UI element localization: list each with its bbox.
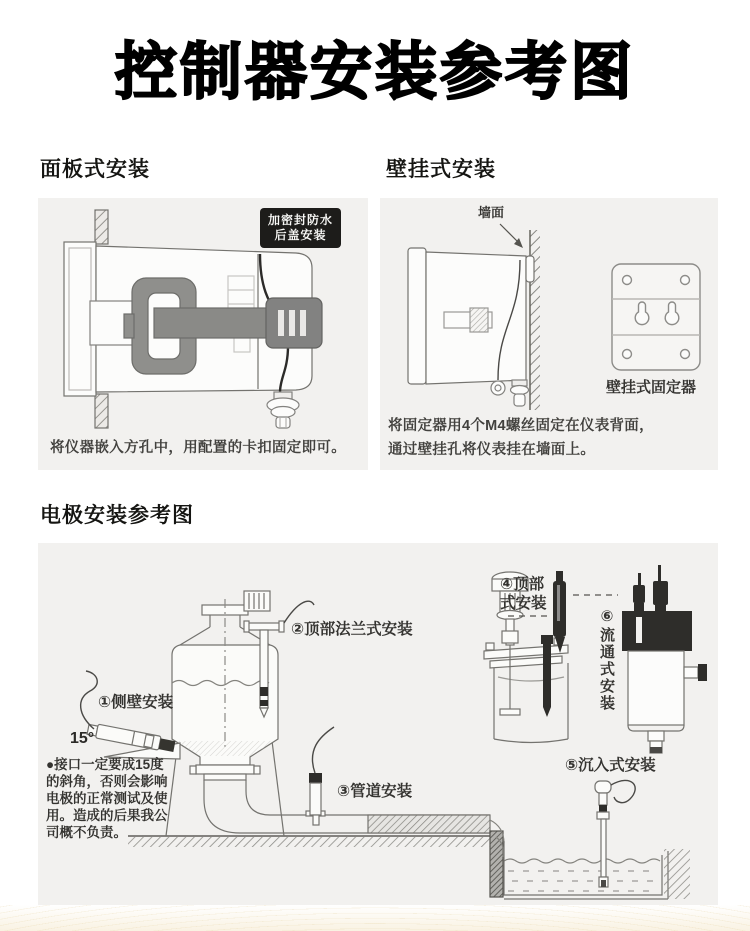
electrode-heading: 电极安装参考图: [40, 504, 194, 527]
label-side-wall: ①侧壁安装: [98, 694, 174, 711]
note-line-5: 司概不负责。: [46, 825, 127, 840]
label-submerged: ⑤沉入式安装: [565, 757, 656, 774]
panel-mount-figure: [38, 198, 368, 470]
note-line-1: ●接口一定要成15度: [46, 757, 164, 772]
label-flow-through: ⑥流通式安装: [598, 607, 615, 712]
label-top-mount-line2: 式安装: [500, 595, 547, 612]
controller-side-view: [408, 248, 534, 406]
sealed-cover-callout: [260, 208, 341, 248]
wall-mount-caption-1: 将固定器用4个M4螺丝固定在仪表背面，: [388, 418, 654, 434]
panel-mount-heading: 面板式安装: [40, 158, 150, 181]
note-line-2: 的斜角，否则会影响: [46, 774, 168, 789]
label-top-mount: [500, 575, 547, 613]
label-pipe: ③管道安装: [337, 783, 413, 800]
label-top-mount-line1: ④顶部: [500, 576, 545, 593]
install-note: [46, 756, 168, 841]
wall-surface-label: 墙面: [478, 205, 505, 220]
note-line-4: 用。造成的后果我公: [46, 808, 168, 823]
side-wall-electrode: [81, 671, 180, 759]
panel-mount-caption: 将仪器嵌入方孔中，用配置的卡扣固定即可。: [50, 440, 346, 456]
note-line-3: 电极的正常测试及使: [46, 791, 168, 806]
callout-line2: 后盖安装: [274, 228, 327, 242]
flow-cell: [622, 565, 707, 753]
callout-line1: 加密封防水: [268, 213, 334, 227]
fixer-label: 壁挂式固定器: [606, 379, 697, 396]
wall-mount-caption-2: 通过壁挂孔将仪表挂在墙面上。: [388, 442, 596, 458]
ground: [128, 836, 490, 847]
wall-mount-heading: 壁挂式安装: [386, 158, 496, 181]
electrode-figure: [38, 543, 718, 905]
cable-gland: [267, 392, 299, 428]
pit: [490, 820, 690, 899]
page-title: 控制器安装参考图: [114, 38, 635, 107]
label-top-flange: ②顶部法兰式安装: [291, 621, 413, 638]
wall-mount-figure: [380, 198, 718, 470]
wall-mount-plate: [612, 264, 700, 370]
watermark-band: [0, 905, 750, 931]
label-angle-15: 15°: [70, 730, 95, 747]
